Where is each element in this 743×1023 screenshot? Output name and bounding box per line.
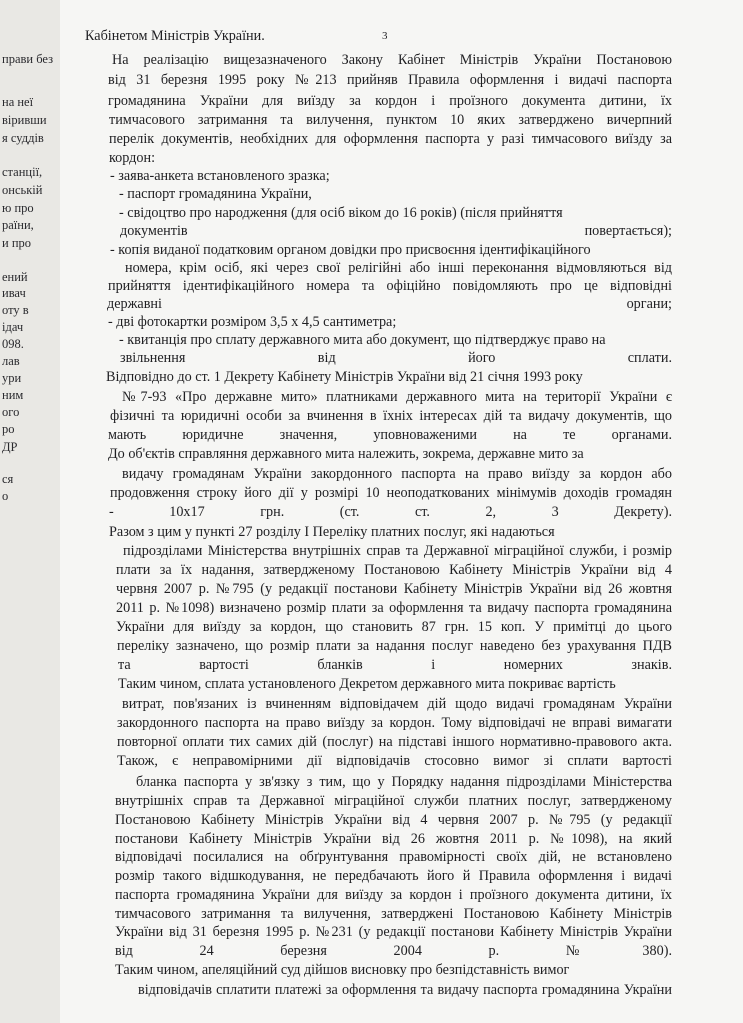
text-line: розмір такого відшкодування, не передбачають його й Правила оформлення і видачі: [115, 868, 672, 884]
text-line: переліку зазначено, що розмір плати за надання послуг наведено без урахування ПДВ: [117, 638, 672, 654]
text-line: До об'єктів справляння державного мита належить, зокрема, державне мито за: [108, 446, 584, 462]
previous-page-fragment: и про: [2, 236, 32, 250]
text-line: тимчасового затримання та вилучення, затверджені Постановою Кабінету Міністрів: [115, 906, 672, 922]
previous-page-fragment: онській: [2, 183, 43, 197]
text-line: державні органи;: [107, 296, 672, 312]
text-line: прийняття ідентифікаційного номера та офіційно повідомляють про це відповідні: [108, 278, 672, 294]
previous-page-fragment: станції,: [2, 165, 43, 179]
text-line: фізичні та юридичні особи за вчинення в їхніх інтересах дій та видачу документів, що: [110, 408, 672, 424]
text-line: витрат, пов'язаних із вчиненням відповідачем дій щодо видачі громадянам України: [122, 696, 672, 712]
previous-page-fragment: віривши: [2, 113, 47, 127]
text-line: продовження строку його дії у розмірі 10 неоподаткованих мінімумів доходів громадян: [110, 485, 672, 501]
text-line: видачу громадянам України закордонного паспорта на право виїзду за кордон або: [122, 466, 672, 482]
text-line: підрозділами Міністерства внутрішніх справ та Державної міграційної служби, і розмір: [123, 543, 672, 559]
text-line: України від 31 березня 1995 р. №231 (у редакції постанови Кабінету Міністрів України: [115, 924, 672, 940]
text-line: внутрішніх справ та Державної міграційної служби платних послуг, затвердженому: [115, 793, 672, 809]
text-line: звільнення від його сплати.: [120, 350, 672, 366]
previous-page-fragment: ся: [2, 472, 14, 486]
previous-page-edge: [0, 0, 61, 1023]
text-line: - 10x17 грн. (ст. ст. 2, 3 Декрету).: [109, 504, 672, 520]
previous-page-fragment: ений: [2, 270, 28, 284]
text-line: Таким чином, сплата установленого Декретом державного мита покриває вартість: [118, 676, 616, 692]
previous-page-fragment: ДР: [2, 440, 18, 454]
previous-page-fragment: прави без: [2, 52, 54, 66]
text-line: плати за їх надання, затвердженому Постановою Кабінету Міністрів України від 4: [116, 562, 672, 578]
text-line: кордон:: [109, 150, 156, 166]
text-line: від 31 березня 1995 року №213 прийняв Правила оформлення і видачі паспорта: [108, 72, 672, 88]
previous-page-fragment: ним: [2, 388, 24, 402]
text-line: перелік документів, необхідних для оформлення паспорта у разі тимчасового виїзду за: [109, 131, 672, 147]
previous-page-fragment: ивач: [2, 286, 26, 300]
text-line: Також, є неправомірними дії відповідачів стосовно вимог зі сплати вартості: [117, 753, 672, 769]
text-line: України для виїзду за кордон, що становить 87 грн. 15 коп. У примітці до цього: [116, 619, 672, 635]
text-line: тимчасового затримання та вилучення, пунктом 10 яких затверджено вичерпний: [109, 112, 672, 128]
text-line: - паспорт громадянина України,: [119, 186, 312, 202]
previous-page-fragment: на неї: [2, 95, 34, 109]
previous-page-fragment: 098.: [2, 337, 24, 351]
previous-page-fragment: лав: [2, 354, 20, 368]
text-line: номера, крім осіб, які через свої релігійні або інші переконання відмовляються від: [125, 260, 672, 276]
text-line: №7-93 «Про державне мито» платниками державного мита на території України є: [122, 389, 672, 405]
text-line: мають юридичне значення, уповноваженими на те органами.: [108, 427, 672, 443]
previous-page-fragment: ро: [2, 422, 15, 436]
previous-page-fragment: ого: [2, 405, 20, 419]
text-line: - квитанція про сплату державного мита або документ, що підтверджує право на: [119, 332, 606, 348]
text-line: закордонного паспорта на право виїзду за кордон. Тому відповідачі не вправі вимагати: [117, 715, 672, 731]
text-line: 2011 р. №1098) визначено розмір плати за оформлення та видачу паспорта громадянина: [116, 600, 672, 616]
previous-page-fragment: я суддів: [2, 131, 44, 145]
previous-page-fragment: ури: [2, 371, 22, 385]
previous-page-fragment: ідач: [2, 320, 24, 334]
previous-page-fragment: ю про: [2, 201, 34, 215]
text-line: На реалізацію вищезазначеного Закону Кабінет Міністрів України Постановою: [112, 52, 672, 68]
text-line: відповідачі посилалися на обґрунтування правомірності своїх дій, не встановлено: [115, 849, 672, 865]
text-line: постанови Кабінету Міністрів України від 26 жовтня 2011 р. №1098), на який: [115, 831, 672, 847]
text-line: - заява-анкета встановленого зразка;: [110, 168, 330, 184]
text-line: Кабінетом Міністрів України.: [85, 28, 265, 44]
text-line: відповідачів сплатити платежі за оформлення та видачу паспорта громадянина України: [138, 982, 672, 998]
previous-page-fragment: оту в: [2, 303, 29, 317]
previous-page-fragment: раїни,: [2, 218, 34, 232]
page-number: 3: [382, 30, 388, 42]
text-line: червня 2007 р. №795 (у редакції постанови Кабінету Міністрів України від 26 жовтня: [116, 581, 672, 597]
text-line: Відповідно до ст. 1 Декрету Кабінету Міністрів України від 21 січня 1993 року: [106, 369, 583, 385]
previous-page-fragment: о: [2, 489, 9, 503]
text-line: Постановою Кабінету Міністрів України від 4 червня 2007 р. №795 (у редакції: [115, 812, 672, 828]
text-line: - свідоцтво про народження (для осіб віком до 16 років) (після прийняття: [119, 205, 563, 221]
text-line: та вартості бланків і номерних знаків.: [118, 657, 672, 673]
text-line: Таким чином, апеляційний суд дійшов висновку про безпідставність вимог: [115, 962, 570, 978]
text-line: від 24 березня 2004 р. №380).: [115, 943, 672, 959]
text-line: бланка паспорта у зв'язку з тим, що у Порядку надання підрозділами Міністерства: [136, 774, 672, 790]
text-line: - копія виданої податковим органом довідки про присвоєння ідентифікаційного: [110, 242, 591, 258]
text-line: документів повертається);: [120, 223, 672, 239]
document-page: [60, 0, 743, 1023]
text-line: повторної оплати тих самих дій (послуг) на підставі іншого нормативно-правового акта.: [117, 734, 672, 750]
text-line: паспорта громадянина України для виїзду за кордон і проїзного документа дитини, їх: [115, 887, 672, 903]
text-line: Разом з цим у пункті 27 розділу І Переліку платних послуг, які надаються: [109, 524, 555, 540]
text-line: громадянина України для виїзду за кордон і проїзного документа дитини, їх: [108, 93, 672, 109]
text-line: - дві фотокартки розміром 3,5 х 4,5 сантиметра;: [108, 314, 397, 330]
